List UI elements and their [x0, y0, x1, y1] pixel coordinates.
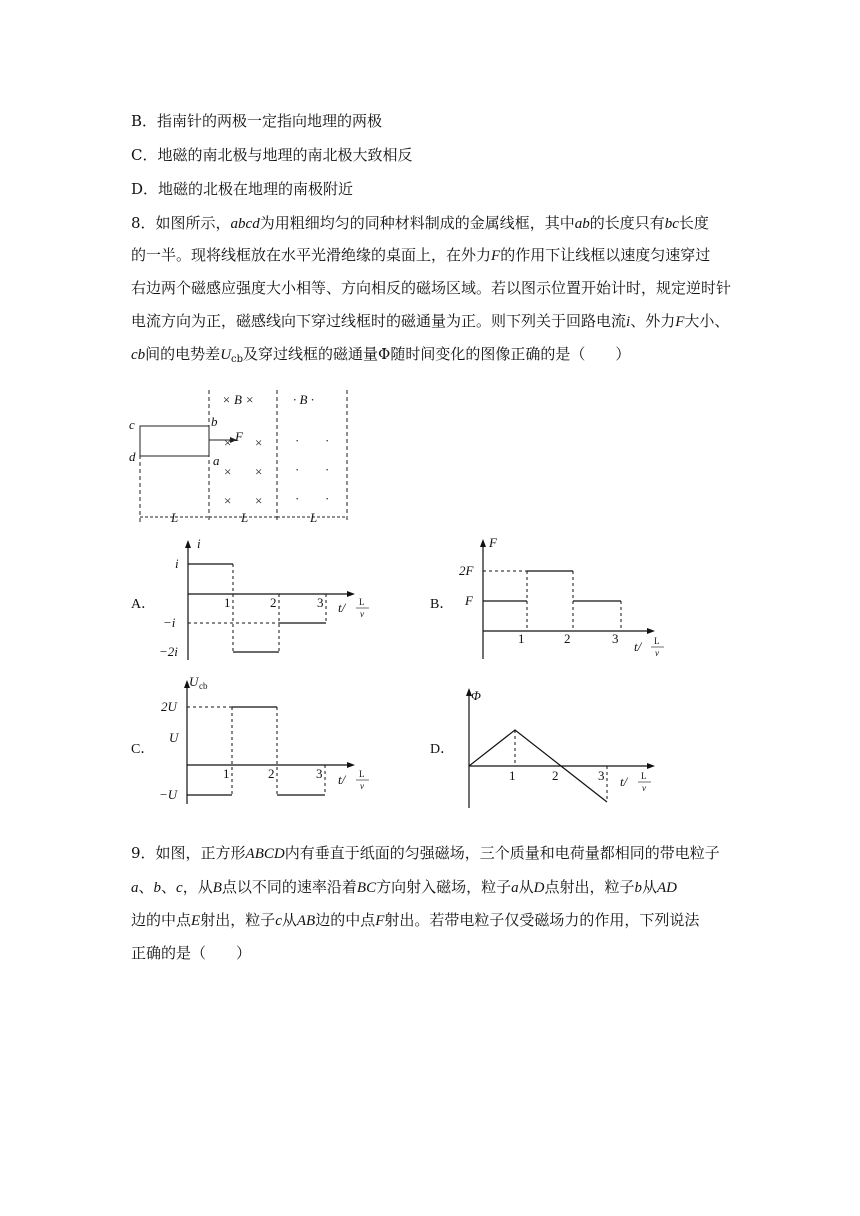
- svg-text:×: ×: [224, 493, 232, 508]
- option-d-label: D．: [430, 742, 455, 757]
- svg-text:−U: −U: [159, 787, 178, 802]
- q9-line-3: 边的中点E射出，粒子c从AB边的中点F射出。若带电粒子仅受磁场力的作用，下列说法: [131, 911, 700, 929]
- q9-line-4: 正确的是（ ）: [131, 944, 252, 962]
- label-L-1: L: [171, 510, 179, 525]
- label-B-out: · B ·: [293, 392, 314, 407]
- svg-text:2: 2: [564, 631, 571, 646]
- svg-text:×: ×: [255, 435, 263, 450]
- svg-text:·: ·: [295, 433, 300, 448]
- svg-text:·: ·: [295, 491, 300, 506]
- svg-text:2F: 2F: [459, 563, 474, 578]
- wire-frame: [140, 426, 209, 456]
- q8-line-3: 右边两个磁感应强度大小相等、方向相反的磁场区域。若以图示位置开始计时，规定逆时针: [131, 279, 732, 297]
- svg-text:L: L: [641, 771, 647, 781]
- option-d-prev: D．地磁的北极在地理的南极附近: [131, 180, 354, 198]
- svg-text:−2i: −2i: [159, 644, 178, 659]
- svg-text:t/: t/: [634, 639, 642, 654]
- svg-text:2U: 2U: [161, 699, 177, 714]
- label-b: b: [211, 414, 218, 429]
- label-c: c: [129, 417, 135, 432]
- q8-line-4: 电流方向为正，磁感线向下穿过线框时的磁通量为正。则下列关于回路电流i、外力F大小、: [131, 312, 730, 330]
- svg-text:F: F: [489, 535, 497, 550]
- svg-text:1: 1: [518, 631, 525, 646]
- svg-text:U: U: [169, 730, 179, 745]
- label-L-3: L: [310, 510, 318, 525]
- svg-text:L: L: [654, 636, 660, 646]
- svg-text:2: 2: [268, 766, 275, 781]
- svg-text:v: v: [360, 781, 364, 791]
- q8-line-5: cb间的电势差$U_{cb}$及穿过线框的磁通量Φ随时间变化的图像正确的是（ ）: [131, 345, 631, 365]
- graph-d: [455, 672, 695, 812]
- svg-text:i: i: [175, 556, 179, 571]
- svg-text:L: L: [359, 769, 365, 779]
- option-b-label: B．: [430, 597, 454, 612]
- graph-a: [155, 536, 395, 666]
- svg-text:×: ×: [255, 464, 263, 479]
- svg-text:1: 1: [509, 768, 516, 783]
- svg-text:v: v: [642, 783, 646, 793]
- svg-text:3: 3: [598, 768, 605, 783]
- svg-text:2: 2: [270, 595, 277, 610]
- q8-line-2: 的一半。现将线框放在水平光滑绝缘的桌面上，在外力F的作用下让线框以速度匀速穿过: [131, 246, 711, 264]
- svg-text:·: ·: [325, 433, 330, 448]
- svg-text:F: F: [465, 593, 473, 608]
- svg-text:i: i: [197, 536, 201, 551]
- svg-text:·: ·: [295, 462, 300, 477]
- label-L-2: L: [241, 510, 249, 525]
- svg-text:1: 1: [224, 595, 231, 610]
- label-a: a: [213, 453, 220, 468]
- svg-text:v: v: [360, 609, 364, 619]
- svg-text:×: ×: [224, 464, 232, 479]
- label-F: F: [235, 429, 243, 444]
- svg-text:3: 3: [316, 766, 323, 781]
- q9-line-2: a、b、c，从B点以不同的速率沿着BC方向射入磁场，粒子a从D点射出，粒子b从AD: [131, 878, 677, 896]
- svg-text:·: ·: [325, 462, 330, 477]
- svg-text:−i: −i: [163, 615, 176, 630]
- svg-text:cb: cb: [199, 681, 208, 691]
- q9-line-1: 9．如图，正方形ABCD内有垂直于纸面的匀强磁场，三个质量和电荷量都相同的带电粒子: [131, 844, 720, 862]
- svg-text:2: 2: [552, 768, 559, 783]
- svg-text:t/: t/: [620, 774, 628, 789]
- svg-text:3: 3: [317, 595, 324, 610]
- option-b-prev: B．指南针的两极一定指向地理的两极: [131, 112, 383, 130]
- graph-c: [155, 672, 395, 812]
- svg-text:×: ×: [255, 493, 263, 508]
- svg-text:×: ×: [224, 435, 232, 450]
- svg-text:U: U: [189, 674, 199, 689]
- field-diagram: [125, 385, 365, 535]
- svg-text:v: v: [655, 648, 659, 658]
- graph-b: [455, 533, 695, 663]
- label-B-in: × B ×: [222, 392, 254, 407]
- svg-text:Φ: Φ: [471, 688, 481, 703]
- svg-text:t/: t/: [338, 772, 346, 787]
- svg-text:t/: t/: [338, 600, 346, 615]
- svg-text:3: 3: [612, 631, 619, 646]
- svg-text:·: ·: [325, 491, 330, 506]
- q8-line-1: 8．如图所示，abcd为用粗细均匀的同种材料制成的金属线框，其中ab的长度只有bc长度: [131, 214, 709, 232]
- option-c-label: C．: [131, 742, 155, 757]
- label-d: d: [129, 449, 136, 464]
- option-c-prev: C．地磁的南北极与地理的南北极大致相反: [131, 146, 413, 164]
- option-a-label: A．: [131, 597, 156, 612]
- svg-text:1: 1: [223, 766, 230, 781]
- svg-text:L: L: [359, 597, 365, 607]
